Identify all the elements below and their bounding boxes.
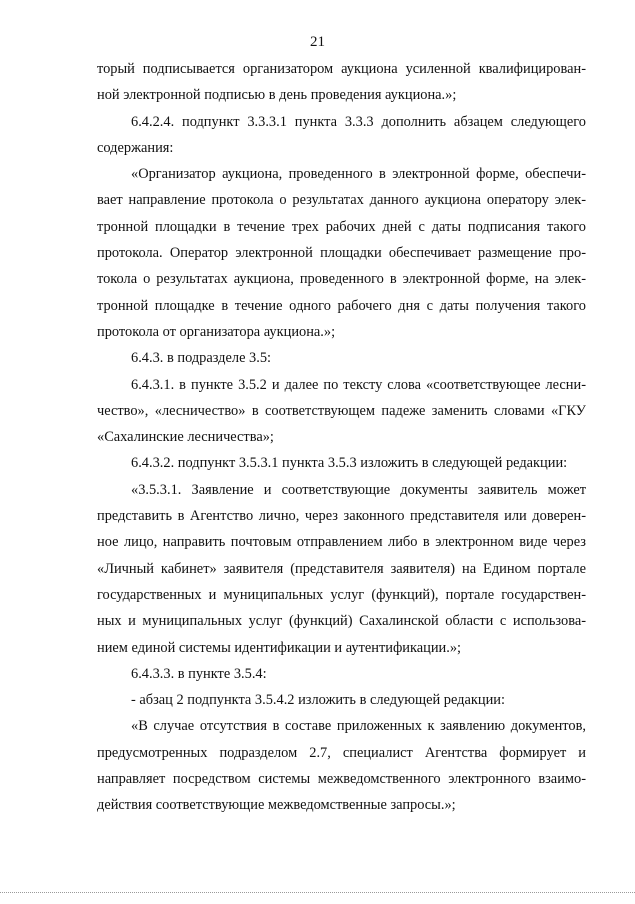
- scan-edge-divider: [0, 892, 635, 893]
- paragraph-continuation: торый подписывается организатором аукциона усиленной квалифицирован-ной электронной подписью в день проведения аукциона.»;: [97, 61, 586, 104]
- paragraph-abzac-2: - абзац 2 подпункта 3.5.4.2 изложить в следующей редакции:: [131, 692, 505, 709]
- document-body: [97, 56, 586, 819]
- paragraph-quote-absence: «В случае отсутствия в составе приложенных к заявлению документов, предусмотренных подразделом 2.7, специалист Агентства формирует и направляет посредством системы межведомственного электронного взаимо-действия соответствующие межведомственные запросы.»;: [97, 718, 586, 814]
- page-number: 21: [310, 34, 325, 50]
- paragraph-6-4-3-1: 6.4.3.1. в пункте 3.5.2 и далее по тексту слова «соответствующее лесни-чество», «лесничество» в соответствующем падеже заменить словами «ГКУ «Сахалинские лесничества»;: [97, 376, 586, 446]
- paragraph-quote-3-5-3-1: «3.5.3.1. Заявление и соответствующие документы заявитель может представить в Агентство лично, через законного представителя или доверен-ное лицо, направить почтовым отправлением либо в электронном виде через «Личный кабинет» заявителя (представителя заявителя) на Едином портале государственных и муниципальных услуг (функций), портале государствен-ных и муниципальных услуг (функций) Сахалинской области с использова-нием единой системы идентификации и аутентификации.»;: [97, 481, 586, 656]
- paragraph-6-4-3-2: 6.4.3.2. подпункт 3.5.3.1 пункта 3.5.3 изложить в следующей редакции:: [131, 455, 568, 472]
- paragraph-quote-organizer: «Организатор аукциона, проведенного в электронной форме, обеспечи-вает направление протокола о результатах данного аукциона оператору элек-тронной площадки в течение трех рабочих дней с даты подписания такого протокола. Оператор электронной площадки обеспечивает размещение про-токола о результатах аукциона, проведенного в электронной форме, на элек-тронной площадке в течение одного рабочего дня с даты получения такого протокола от организатора аукциона.»;: [97, 166, 586, 340]
- paragraph-6-4-3-3: 6.4.3.3. в пункте 3.5.4:: [131, 665, 267, 682]
- paragraph-6-4-3: 6.4.3. в подразделе 3.5:: [131, 350, 272, 367]
- paragraph-6-4-2-4: 6.4.2.4. подпункт 3.3.3.1 пункта 3.3.3 дополнить абзацем следующего содержания:: [97, 113, 586, 156]
